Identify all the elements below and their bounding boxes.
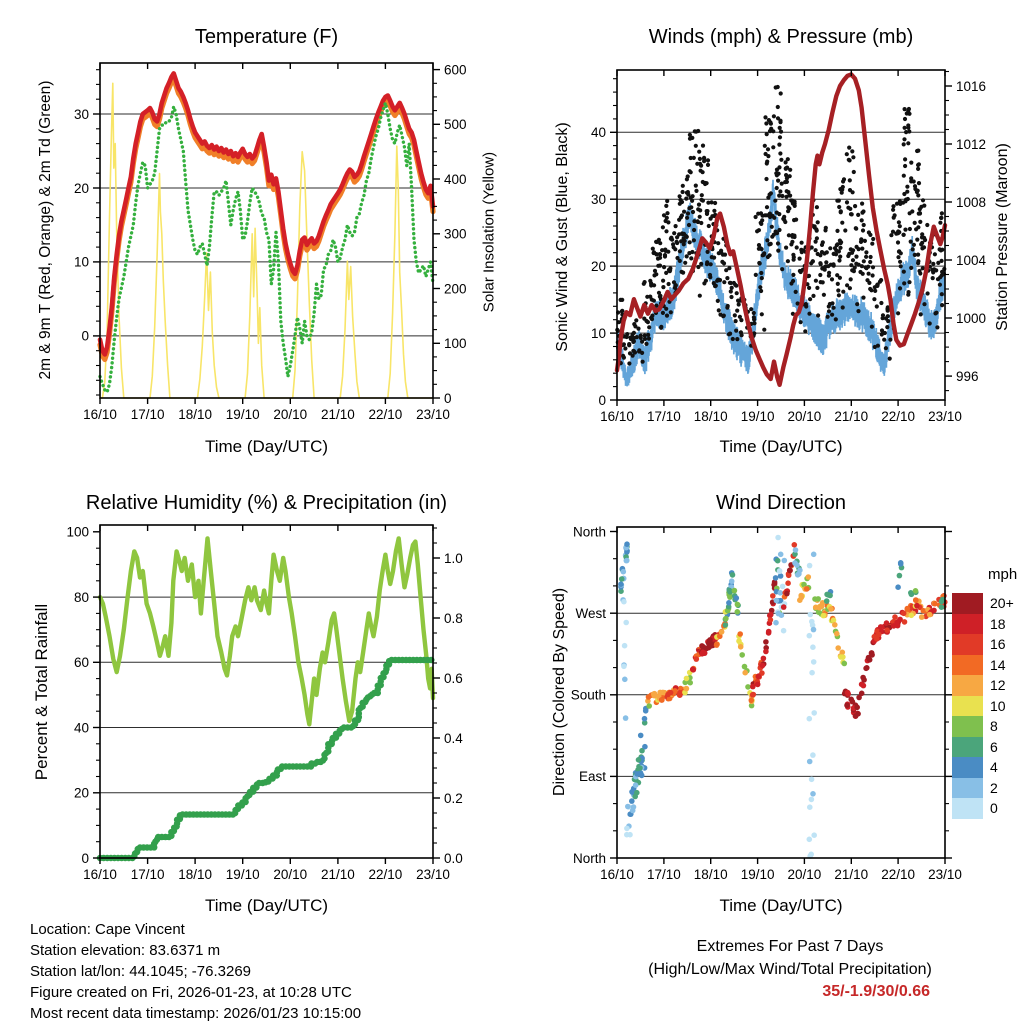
- svg-text:23/10: 23/10: [416, 867, 450, 882]
- svg-text:21/10: 21/10: [321, 867, 355, 882]
- svg-text:20: 20: [73, 180, 89, 196]
- humidity-left-axis-label: Percent & Total Rainfall: [32, 603, 51, 781]
- station-latlon: Station lat/lon: 44.1045; -76.3269: [30, 963, 252, 980]
- svg-text:600: 600: [444, 62, 467, 78]
- svg-text:30: 30: [590, 191, 606, 207]
- humidity-x-axis-label: Time (Day/UTC): [204, 896, 329, 915]
- speed-colorbar-labels: [990, 593, 1014, 819]
- svg-text:10: 10: [73, 254, 89, 270]
- svg-text:20/10: 20/10: [273, 407, 308, 422]
- station-info: [30, 919, 361, 1024]
- svg-text:21/10: 21/10: [834, 867, 869, 882]
- legend-color-cell: [952, 716, 983, 737]
- svg-text:19/10: 19/10: [740, 409, 775, 424]
- svg-text:22/10: 22/10: [881, 867, 915, 882]
- svg-text:0: 0: [81, 850, 89, 866]
- svg-text:100: 100: [66, 524, 89, 540]
- svg-text:996: 996: [956, 368, 979, 384]
- legend-color-cell: [952, 737, 983, 758]
- svg-text:100: 100: [444, 336, 467, 352]
- svg-text:North: North: [572, 850, 606, 866]
- svg-text:22/10: 22/10: [368, 867, 403, 882]
- svg-text:80: 80: [73, 589, 89, 605]
- temp-left-axis-label: 2m & 9m T (Red, Orange) & 2m Td (Green): [37, 80, 54, 380]
- svg-text:16/10: 16/10: [83, 407, 117, 422]
- svg-text:South: South: [570, 687, 606, 703]
- figure-created-timestamp: Figure created on Fri, 2026-01-23, at 10:28 UTC: [30, 984, 352, 1001]
- legend-color-cell: [952, 655, 983, 676]
- svg-text:21/10: 21/10: [834, 409, 869, 424]
- svg-text:19/10: 19/10: [225, 407, 260, 422]
- svg-text:1008: 1008: [956, 194, 987, 210]
- svg-text:17/10: 17/10: [130, 407, 165, 422]
- svg-text:400: 400: [444, 171, 467, 187]
- svg-text:30: 30: [73, 106, 89, 122]
- legend-color-cell: [952, 614, 983, 635]
- svg-text:18/10: 18/10: [693, 409, 728, 424]
- svg-text:17/10: 17/10: [647, 409, 681, 424]
- wind-left-axis-label: Sonic Wind & Gust (Blue, Black): [554, 122, 571, 352]
- svg-text:East: East: [578, 769, 606, 785]
- wind-x-axis-label: Time (Day/UTC): [719, 437, 843, 456]
- legend-color-cell: [952, 757, 983, 778]
- svg-text:40: 40: [590, 125, 606, 141]
- extremes-subtitle: (High/Low/Max Wind/Total Precipitation): [648, 960, 932, 978]
- chart-title-wind-direction: Wind Direction: [715, 492, 847, 514]
- svg-text:500: 500: [444, 117, 467, 133]
- extremes-summary: [630, 936, 950, 1004]
- svg-text:23/10: 23/10: [928, 409, 962, 424]
- legend-color-cell: [952, 798, 983, 819]
- svg-text:18/10: 18/10: [693, 867, 728, 882]
- legend-speed-label: 0: [990, 800, 998, 816]
- svg-text:19/10: 19/10: [740, 867, 775, 882]
- svg-text:1.0: 1.0: [444, 550, 463, 566]
- svg-text:0: 0: [81, 328, 89, 344]
- svg-text:22/10: 22/10: [368, 407, 403, 422]
- legend-color-cell: [952, 696, 983, 717]
- svg-text:1016: 1016: [956, 78, 987, 94]
- legend-color-cell: [952, 593, 983, 614]
- legend-speed-label: 16: [990, 636, 1006, 652]
- chart-title-humidity-precip: Relative Humidity (%) & Precipitation (in): [85, 492, 448, 514]
- svg-text:20/10: 20/10: [787, 409, 822, 424]
- svg-text:19/10: 19/10: [225, 867, 260, 882]
- svg-text:18/10: 18/10: [178, 867, 212, 882]
- station-elevation: Station elevation: 83.6371 m: [30, 942, 221, 959]
- legend-speed-label: 12: [990, 677, 1006, 693]
- svg-text:16/10: 16/10: [83, 867, 117, 882]
- chart-title-temperature: Temperature (F): [194, 26, 339, 48]
- svg-text:200: 200: [444, 281, 467, 297]
- temp-right-axis-label: Solar Insolation (Yellow): [480, 151, 498, 313]
- legend-speed-label: 6: [990, 738, 998, 755]
- svg-text:23/10: 23/10: [416, 407, 450, 422]
- legend-color-cell: [952, 778, 983, 799]
- svg-text:17/10: 17/10: [647, 867, 681, 882]
- svg-text:18/10: 18/10: [178, 407, 212, 422]
- legend-speed-label: 14: [990, 656, 1006, 673]
- svg-text:16/10: 16/10: [600, 409, 634, 424]
- legend-speed-label: 8: [990, 718, 998, 734]
- svg-text:10: 10: [590, 325, 606, 341]
- most-recent-data-timestamp: Most recent data timestamp: 2026/01/23 10:15:00: [30, 1005, 362, 1022]
- svg-text:20: 20: [73, 785, 89, 801]
- legend-speed-label: 10: [990, 697, 1006, 714]
- svg-text:0.2: 0.2: [444, 790, 463, 806]
- legend-color-cell: [952, 634, 983, 655]
- speed-colorbar: [952, 593, 983, 819]
- svg-text:1000: 1000: [956, 310, 987, 326]
- svg-text:300: 300: [444, 226, 467, 242]
- svg-text:16/10: 16/10: [600, 867, 634, 882]
- svg-text:20/10: 20/10: [273, 867, 308, 882]
- svg-text:West: West: [575, 605, 606, 621]
- legend-speed-label: 20+: [990, 595, 1014, 611]
- svg-text:40: 40: [73, 720, 89, 736]
- direction-x-axis-label: Time (Day/UTC): [719, 896, 843, 915]
- svg-text:60: 60: [73, 655, 89, 671]
- legend-title: mph: [988, 566, 1018, 583]
- legend-speed-label: 2: [990, 779, 998, 796]
- direction-left-axis-label: Direction (Colored By Speed): [551, 587, 568, 797]
- svg-text:0.0: 0.0: [444, 850, 463, 866]
- svg-text:23/10: 23/10: [928, 867, 962, 882]
- svg-text:20: 20: [590, 258, 606, 274]
- svg-text:0.6: 0.6: [444, 670, 463, 686]
- svg-text:North: North: [572, 524, 606, 540]
- pressure-right-axis-label: Station Pressure (Maroon): [994, 143, 1011, 331]
- svg-text:21/10: 21/10: [321, 407, 355, 422]
- temp-x-axis-label: Time (Day/UTC): [204, 437, 329, 456]
- station-location: Location: Cape Vincent: [30, 921, 185, 938]
- svg-text:1004: 1004: [956, 252, 987, 268]
- svg-text:0: 0: [598, 392, 606, 408]
- svg-text:0: 0: [444, 390, 452, 406]
- legend-color-cell: [952, 675, 983, 696]
- svg-text:22/10: 22/10: [881, 409, 915, 424]
- svg-text:0.4: 0.4: [444, 730, 463, 746]
- svg-text:1012: 1012: [956, 136, 987, 152]
- svg-text:17/10: 17/10: [130, 867, 165, 882]
- extremes-title: Extremes For Past 7 Days: [696, 938, 884, 955]
- legend-speed-label: 18: [990, 615, 1006, 632]
- legend-speed-label: 4: [990, 759, 998, 775]
- extremes-values: 35/-1.9/30/0.66: [822, 983, 930, 1000]
- chart-title-winds-pressure: Winds (mph) & Pressure (mb): [648, 26, 914, 48]
- svg-text:20/10: 20/10: [787, 867, 822, 882]
- svg-text:0.8: 0.8: [444, 610, 463, 626]
